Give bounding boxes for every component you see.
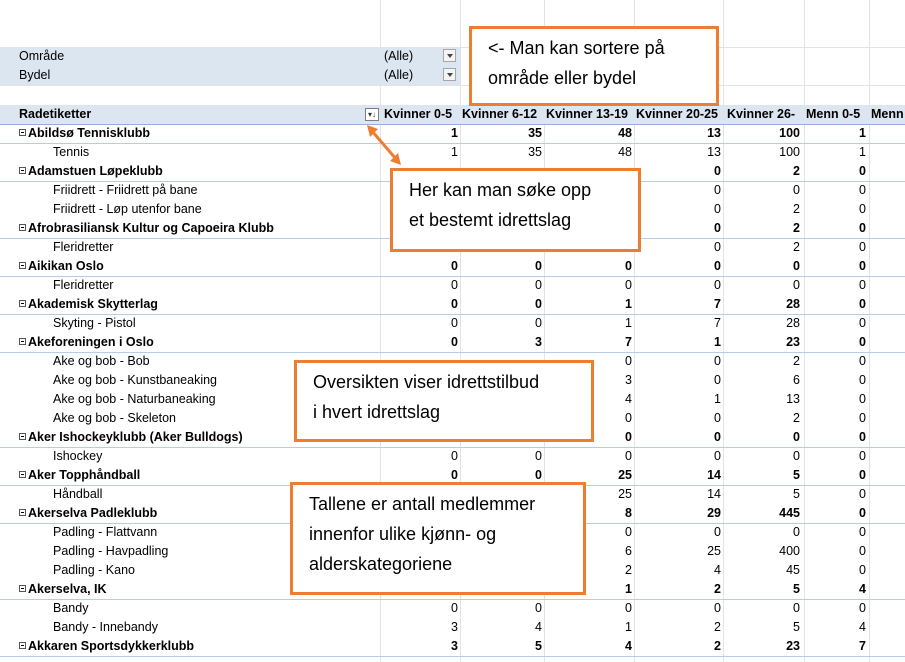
value-cell: 28 [786,316,800,330]
value-cell: 2 [714,620,721,634]
value-cell: 0 [535,297,542,311]
sport-name [53,620,158,634]
value-cell: 4 [625,639,632,653]
value-cell: 1 [625,297,632,311]
value-cell: 0 [793,449,800,463]
value-cell: 2 [793,221,800,235]
value-cell: 0 [793,259,800,273]
club-name [19,430,243,444]
collapse-icon[interactable] [19,129,26,136]
row-label-text: Fleridretter [53,278,114,292]
value-cell: 1 [451,126,458,140]
value-cell: 0 [859,164,866,178]
row-label-text: Abildsø Tennisklubb [28,126,150,140]
collapse-icon[interactable] [19,224,26,231]
value-cell: 100 [779,145,800,159]
sport-name [53,601,88,615]
collapse-icon[interactable] [19,167,26,174]
club-name [19,259,104,273]
value-cell: 0 [859,354,866,368]
value-cell: 1 [859,126,866,140]
row-labels-header: Radetiketter [19,107,92,121]
row-label-text: Akerselva, IK [28,582,107,596]
filter-dropdown-button[interactable] [443,49,456,62]
club-row[interactable] [0,637,905,657]
value-cell: 0 [535,468,542,482]
club-name [19,506,157,520]
sport-name [53,145,89,159]
value-cell: 23 [786,335,800,349]
sport-row[interactable] [0,618,905,637]
value-cell: 0 [535,259,542,273]
callout-line: Her kan man søke opp [409,180,592,200]
collapse-icon[interactable] [19,262,26,269]
filter-label: Område [19,49,65,63]
value-cell: 0 [859,316,866,330]
value-cell: 0 [625,259,632,273]
collapse-icon[interactable] [19,433,26,440]
value-cell: 0 [451,259,458,273]
row-label-text: Aker Ishockeyklubb (Aker Bulldogs) [28,430,243,444]
callout-search [390,168,641,252]
value-cell: 0 [451,601,458,615]
value-cell: 7 [714,297,721,311]
club-name [19,221,274,235]
value-cell: 0 [625,278,632,292]
value-cell: 1 [451,145,458,159]
value-cell: 0 [793,430,800,444]
value-cell: 7 [859,639,866,653]
value-cell: 0 [714,449,721,463]
callout-line: i hvert idrettslag [313,402,441,422]
value-cell: 0 [714,601,721,615]
value-cell: 1 [625,316,632,330]
value-cell: 0 [793,525,800,539]
grid-line [0,85,905,86]
sort-filter-button[interactable]: ▾↓ [365,108,379,121]
value-cell: 4 [859,582,866,596]
value-cell: 0 [714,354,721,368]
value-cell: 2 [793,202,800,216]
value-cell: 14 [707,487,721,501]
value-cell: 0 [859,259,866,273]
callout-line: et bestemt idrettslag [409,210,572,230]
pivot-header-row [0,105,905,125]
value-cell: 0 [859,183,866,197]
sport-name [53,373,217,387]
callout-line: Tallene er antall medlemmer [309,494,536,514]
value-cell: 0 [859,221,866,235]
callout-numbers [290,482,586,595]
callout-line: innenfor ulike kjønn- og [309,524,497,544]
value-cell: 0 [714,164,721,178]
sport-name [53,278,113,292]
value-cell: 0 [535,601,542,615]
collapse-icon[interactable] [19,642,26,649]
row-label-text: Padling - Havpadling [53,544,169,558]
row-label-text: Akademisk Skytterlag [28,297,158,311]
column-header[interactable]: Kvinner 26- [727,107,796,121]
value-cell: 8 [625,506,632,520]
callout-line: Oversikten viser idrettstilbud [313,372,540,392]
value-cell: 0 [714,373,721,387]
value-cell: 0 [714,183,721,197]
value-cell: 445 [779,506,800,520]
value-cell: 0 [859,601,866,615]
value-cell: 0 [859,278,866,292]
row-label-text: Akeforeningen i Oslo [28,335,154,349]
sport-name [53,449,102,463]
value-cell: 23 [786,639,800,653]
sport-row[interactable] [0,314,905,333]
column-header[interactable]: Menn [871,107,904,121]
value-cell: 0 [859,335,866,349]
row-label-text: Friidrett - Friidrett på bane [53,183,198,197]
row-label-text: Padling - Kano [53,563,136,577]
filter-dropdown-button[interactable] [443,68,456,81]
sport-row[interactable] [0,599,905,618]
row-label-text: Aikikan Oslo [28,259,104,273]
sport-row[interactable] [0,276,905,295]
row-label-text: Aker Topphåndball [28,468,141,482]
value-cell: 0 [625,430,632,444]
sport-name [53,544,168,558]
value-cell: 0 [859,449,866,463]
sport-name [53,563,135,577]
sport-name [53,487,102,501]
value-cell: 0 [793,183,800,197]
row-label-text: Afrobrasiliansk Kultur og Capoeira Klubb [28,221,274,235]
value-cell: 3 [451,620,458,634]
value-cell: 5 [793,620,800,634]
value-cell: 13 [707,145,721,159]
value-cell: 48 [618,145,632,159]
value-cell: 0 [714,430,721,444]
row-label-text: Bandy - Innebandy [53,620,158,634]
sport-row[interactable] [0,447,905,466]
value-cell: 25 [707,544,721,558]
row-label-text: Adamstuen Løpeklubb [28,164,163,178]
value-cell: 0 [451,316,458,330]
value-cell: 5 [535,639,542,653]
sport-name [53,354,150,368]
sport-name [53,240,113,254]
value-cell: 7 [625,335,632,349]
row-label-text: Skyting - Pistol [53,316,136,330]
value-cell: 25 [618,487,632,501]
club-name [19,335,154,349]
value-cell: 0 [535,278,542,292]
row-label-text: Ake og bob - Bob [53,354,150,368]
value-cell: 0 [625,449,632,463]
value-cell: 0 [625,354,632,368]
club-name [19,639,194,653]
value-cell: 1 [859,145,866,159]
club-name [19,468,140,482]
callout-line: alderskategoriene [309,554,453,574]
value-cell: 0 [859,297,866,311]
sport-name [53,525,157,539]
value-cell: 2 [714,639,721,653]
value-cell: 35 [528,145,542,159]
row-label-text: Bandy [53,601,89,615]
value-cell: 0 [859,487,866,501]
sport-name [53,202,202,216]
row-label-text: Fleridretter [53,240,114,254]
value-cell: 2 [793,164,800,178]
club-name [19,164,163,178]
value-cell: 0 [859,563,866,577]
callout-overview [294,360,594,442]
value-cell: 5 [793,582,800,596]
value-cell: 0 [859,544,866,558]
sport-name [53,411,176,425]
value-cell: 0 [535,316,542,330]
value-cell: 0 [714,221,721,235]
column-header[interactable]: Menn 0-5 [806,107,861,121]
callout-arrow [365,125,405,170]
value-cell: 14 [707,468,721,482]
row-label-text: Akkaren Sportsdykkerklubb [28,639,195,653]
value-cell: 0 [859,430,866,444]
value-cell: 0 [714,411,721,425]
value-cell: 0 [714,240,721,254]
value-cell: 25 [618,468,632,482]
sport-row[interactable] [0,143,905,162]
value-cell: 0 [859,202,866,216]
value-cell: 7 [714,316,721,330]
value-cell: 0 [714,525,721,539]
value-cell: 0 [625,525,632,539]
club-name [19,582,107,596]
value-cell: 0 [714,259,721,273]
club-name [19,297,158,311]
club-row[interactable] [0,124,905,144]
row-label-text: Ake og bob - Naturbaneaking [53,392,216,406]
callout-sort [469,26,719,106]
value-cell: 0 [625,411,632,425]
value-cell: 13 [707,126,721,140]
value-cell: 0 [714,278,721,292]
sport-name [53,183,198,197]
row-label-text: Ake og bob - Kunstbaneaking [53,373,218,387]
collapse-icon[interactable] [19,338,26,345]
value-cell: 100 [779,126,800,140]
callout-line: <- Man kan sortere på [488,38,665,58]
value-cell: 35 [528,126,542,140]
row-label-text: Ishockey [53,449,103,463]
row-label-text: Akerselva Padleklubb [28,506,158,520]
value-cell: 45 [786,563,800,577]
value-cell: 1 [625,620,632,634]
sport-name [53,316,136,330]
value-cell: 0 [535,449,542,463]
filter-value: (Alle) [384,68,414,82]
value-cell: 0 [859,373,866,387]
value-cell: 0 [451,468,458,482]
value-cell: 400 [779,544,800,558]
collapse-icon[interactable] [19,471,26,478]
value-cell: 5 [793,487,800,501]
club-name [19,126,150,140]
value-cell: 3 [625,373,632,387]
value-cell: 48 [618,126,632,140]
value-cell: 0 [793,278,800,292]
value-cell: 2 [714,582,721,596]
collapse-icon[interactable] [19,300,26,307]
club-row[interactable] [0,333,905,353]
value-cell: 0 [451,449,458,463]
value-cell: 4 [859,620,866,634]
value-cell: 0 [859,525,866,539]
value-cell: 5 [793,468,800,482]
value-cell: 0 [793,601,800,615]
value-cell: 2 [793,354,800,368]
column-header[interactable]: Kvinner 6-12 [462,107,538,121]
value-cell: 1 [625,582,632,596]
value-cell: 0 [451,335,458,349]
collapse-icon[interactable] [19,585,26,592]
value-cell: 6 [793,373,800,387]
value-cell: 29 [707,506,721,520]
sport-name [53,392,216,406]
filter-value: (Alle) [384,49,414,63]
value-cell: 0 [859,240,866,254]
value-cell: 4 [535,620,542,634]
value-cell: 0 [625,601,632,615]
row-label-text: Ake og bob - Skeleton [53,411,176,425]
row-label-text: Padling - Flattvann [53,525,158,539]
value-cell: 4 [625,392,632,406]
value-cell: 0 [451,278,458,292]
filter-label: Bydel [19,68,51,82]
value-cell: 4 [714,563,721,577]
value-cell: 3 [535,335,542,349]
club-row[interactable] [0,295,905,315]
value-cell: 0 [859,411,866,425]
value-cell: 0 [859,392,866,406]
value-cell: 0 [859,506,866,520]
value-cell: 0 [451,297,458,311]
value-cell: 0 [859,468,866,482]
column-header[interactable]: Kvinner 20-25 [636,107,718,121]
callout-line: område eller bydel [488,68,637,88]
column-header[interactable]: Kvinner 13-19 [546,107,628,121]
value-cell: 13 [786,392,800,406]
value-cell: 0 [714,202,721,216]
value-cell: 28 [786,297,800,311]
value-cell: 2 [793,240,800,254]
value-cell: 3 [451,639,458,653]
value-cell: 2 [625,563,632,577]
club-row[interactable] [0,257,905,277]
column-header[interactable]: Kvinner 0-5 [384,107,453,121]
value-cell: 6 [625,544,632,558]
collapse-icon[interactable] [19,509,26,516]
value-cell: 2 [793,411,800,425]
value-cell: 1 [714,392,721,406]
row-label-text: Håndball [53,487,103,501]
value-cell: 1 [714,335,721,349]
row-label-text: Friidrett - Løp utenfor bane [53,202,202,216]
row-label-text: Tennis [53,145,90,159]
